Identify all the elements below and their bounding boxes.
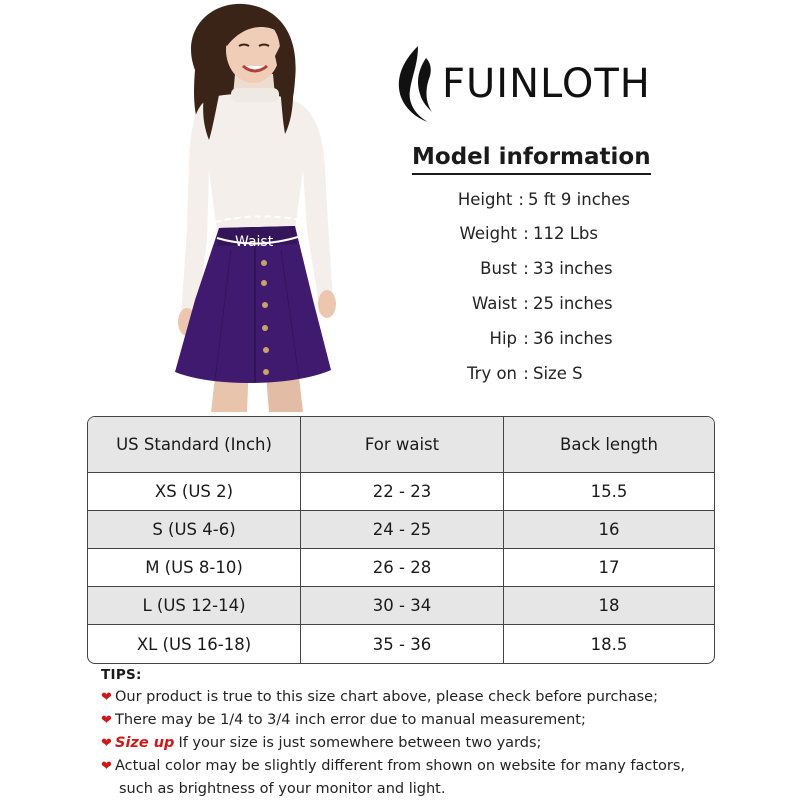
tip-item <box>101 732 781 755</box>
table-header-waist: For waist <box>301 417 504 472</box>
waist-cell: 24 - 25 <box>301 511 504 548</box>
info-row-height: Height : 5 ft 9 inches <box>380 190 630 210</box>
info-value: 33 inches <box>533 259 613 278</box>
table-row <box>88 625 714 663</box>
tip-text: Actual color may be slightly different from shown on website for many factors, <box>115 758 686 774</box>
waist-cell: 35 - 36 <box>301 625 504 663</box>
length-cell: 18.5 <box>590 634 628 654</box>
info-label: Height <box>457 190 513 209</box>
model-photo <box>135 0 405 412</box>
tip-highlight: Size up <box>115 735 175 751</box>
info-label: Waist <box>471 294 517 313</box>
tip-item <box>101 686 781 709</box>
info-value: Size S <box>533 364 583 383</box>
heart-icon: ❤ <box>101 690 112 705</box>
tip-text: There may be 1/4 to 3/4 inch error due to manual measurement; <box>115 712 586 728</box>
table-row <box>88 549 714 587</box>
flame-swirl-logo-icon <box>388 44 436 124</box>
info-row-try-on: Try on : Size S <box>380 364 630 384</box>
tip-text: Our product is true to this size chart above, please check before purchase; <box>115 689 658 705</box>
info-label: Weight <box>459 224 517 243</box>
heart-icon: ❤ <box>101 759 112 774</box>
info-label: Try on <box>467 364 517 383</box>
size-cell: L (US 12-14) <box>88 587 301 624</box>
waist-cell: 30 - 34 <box>301 587 504 624</box>
table-header-length: Back length <box>560 435 658 454</box>
waist-marker-label: Waist <box>235 234 274 250</box>
brand <box>388 44 651 124</box>
length-cell: 18 <box>598 596 620 615</box>
size-cell: M (US 8-10) <box>88 549 301 586</box>
info-row-weight: Weight : 112 Lbs <box>380 224 630 244</box>
table-header-size: US Standard (Inch) <box>88 417 301 472</box>
waist-cell: 22 - 23 <box>301 473 504 510</box>
info-label: Bust <box>480 259 517 278</box>
table-row <box>88 587 714 625</box>
heart-icon: ❤ <box>101 736 112 751</box>
info-row-waist: Waist : 25 inches <box>380 294 630 314</box>
info-value: 25 inches <box>533 294 613 313</box>
info-label: Hip <box>489 329 517 348</box>
info-value: 36 inches <box>533 329 613 348</box>
tip-continuation: such as brightness of your monitor and light. <box>119 781 446 797</box>
length-cell: 17 <box>598 558 620 577</box>
size-cell: S (US 4-6) <box>88 511 301 548</box>
size-cell: XS (US 2) <box>88 473 301 510</box>
table-row <box>88 473 714 511</box>
size-cell: XL (US 16-18) <box>88 625 301 663</box>
info-row-bust: Bust : 33 inches <box>380 259 630 279</box>
brand-name: FUINLOTH <box>442 61 651 107</box>
length-cell: 15.5 <box>590 482 628 501</box>
length-cell: 16 <box>598 520 620 539</box>
heart-icon: ❤ <box>101 713 112 728</box>
info-value: 112 Lbs <box>533 224 599 243</box>
table-header-row <box>88 417 714 473</box>
size-chart-table <box>87 416 715 664</box>
info-row-hip: Hip : 36 inches <box>380 329 630 349</box>
info-value: 5 ft 9 inches <box>527 190 630 209</box>
tips-label: TIPS: <box>101 667 142 683</box>
table-row <box>88 511 714 549</box>
tip-text: If your size is just somewhere between two yards; <box>178 735 542 751</box>
model-info-title: Model information <box>412 143 651 175</box>
tip-item <box>101 709 781 732</box>
waist-cell: 26 - 28 <box>301 549 504 586</box>
tip-item <box>101 755 781 800</box>
